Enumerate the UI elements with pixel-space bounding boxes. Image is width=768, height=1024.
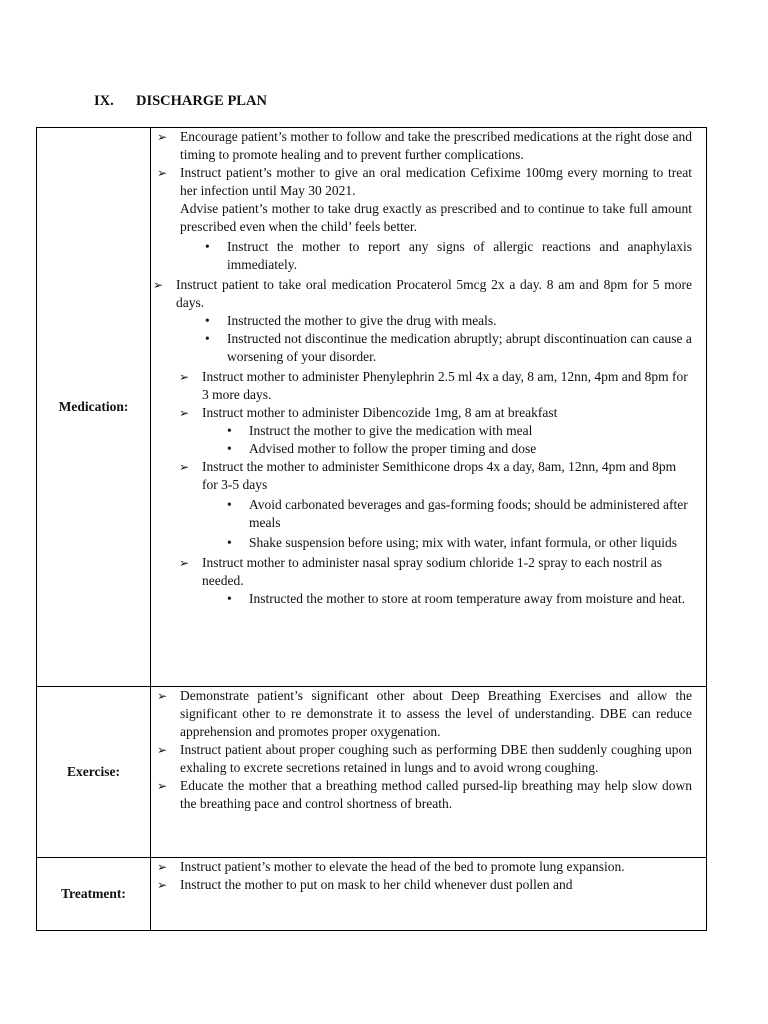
sub-bullet [157, 496, 692, 532]
section-heading [94, 93, 267, 110]
list-item [157, 741, 692, 777]
treatment-label: Treatment: [37, 858, 151, 931]
item-text: Instruct mother to administer nasal spray sodium chloride 1-2 spray to each nostril as needed. [202, 555, 663, 588]
list-item [157, 858, 692, 876]
list-item [157, 687, 692, 741]
bullet-icon: • [227, 535, 232, 550]
sub-bullet [157, 330, 692, 366]
item-text: Instruct patient’s mother to elevate the head of the bed to promote lung expansion. [180, 859, 625, 874]
sub-bullet [157, 440, 692, 458]
discharge-plan-table [36, 127, 707, 931]
list-item [157, 164, 692, 200]
bullet-text: Instructed the mother to give the drug with meals. [227, 313, 497, 328]
treatment-row [37, 858, 707, 931]
arrow-bullet-icon: ➢ [179, 370, 190, 384]
item-text: Encourage patient’s mother to follow and take the prescribed medications at the right dose and timing to promote healing and to prevent further complications. [180, 129, 692, 162]
item-text: Educate the mother that a breathing method called pursed-lip breathing may help slow down the breathing pace and control shortness of breath. [180, 778, 692, 811]
item-text: Instruct patient’s mother to give an oral medication Cefixime 100mg every morning to treat her infection until May 30 2021. [180, 165, 692, 198]
sub-bullet [157, 590, 692, 608]
bullet-text: Advised mother to follow the proper timing and dose [249, 441, 537, 456]
list-item [179, 554, 692, 590]
item-text: Instruct the mother to put on mask to her child whenever dust pollen and [180, 877, 573, 892]
bullet-icon: • [227, 423, 232, 438]
bullet-text: Instruct the mother to report any signs of allergic reactions and anaphylaxis immediately. [227, 239, 692, 272]
sub-bullet [157, 534, 692, 552]
list-item [179, 404, 692, 422]
bullet-text: Avoid carbonated beverages and gas-forming foods; should be administered after meals [249, 497, 688, 530]
bullet-text: Instructed not discontinue the medication abruptly; abrupt discontinuation can cause a worsening of your disorder. [227, 331, 692, 364]
arrow-bullet-icon: ➢ [157, 779, 168, 793]
bullet-icon: • [205, 313, 210, 328]
bullet-icon: • [227, 591, 232, 606]
sub-bullet [157, 238, 692, 274]
sub-bullet [157, 312, 692, 330]
arrow-bullet-icon: ➢ [157, 743, 168, 757]
bullet-icon: • [205, 331, 210, 346]
item-text: Instruct mother to administer Phenylephrin 2.5 ml 4x a day, 8 am, 12nn, 4pm and 8pm for 3 more days. [202, 369, 688, 402]
bullet-icon: • [227, 497, 232, 512]
item-note: Advise patient’s mother to take drug exactly as prescribed and to continue to take full amount prescribed even when the child’ feels better. [180, 201, 692, 234]
medication-row [37, 128, 707, 687]
sub-bullet [157, 422, 692, 440]
exercise-label: Exercise: [37, 687, 151, 858]
list-item [153, 276, 692, 312]
arrow-bullet-icon: ➢ [157, 130, 168, 144]
section-number: IX. [94, 93, 114, 109]
arrow-bullet-icon: ➢ [179, 460, 190, 474]
bullet-text: Instructed the mother to store at room temperature away from moisture and heat. [249, 591, 685, 606]
arrow-bullet-icon: ➢ [153, 278, 164, 292]
list-item [157, 128, 692, 164]
arrow-bullet-icon: ➢ [157, 689, 168, 703]
list-item [179, 368, 692, 404]
medication-content [151, 128, 707, 687]
list-item [179, 458, 692, 494]
list-item [157, 777, 692, 813]
bullet-text: Instruct the mother to give the medication with meal [249, 423, 533, 438]
arrow-bullet-icon: ➢ [179, 406, 190, 420]
item-text: Instruct the mother to administer Semithicone drops 4x a day, 8am, 12nn, 4pm and 8pm for 3-5 days [202, 459, 677, 492]
item-text: Instruct mother to administer Dibencozide 1mg, 8 am at breakfast [202, 405, 558, 420]
exercise-content [151, 687, 707, 858]
arrow-bullet-icon: ➢ [179, 556, 190, 570]
medication-label: Medication: [37, 128, 151, 687]
arrow-bullet-icon: ➢ [157, 860, 168, 874]
bullet-icon: • [227, 441, 232, 456]
item-text: Instruct patient to take oral medication Procaterol 5mcg 2x a day. 8 am and 8pm for 5 more days. [176, 277, 692, 310]
treatment-content [151, 858, 707, 931]
item-text: Demonstrate patient’s significant other about Deep Breathing Exercises and allow the significant other to re demonstrate it to assess the level of understanding. DBE can reduce apprehension and promotes proper oxygenation. [180, 688, 692, 739]
exercise-row [37, 687, 707, 858]
arrow-bullet-icon: ➢ [157, 166, 168, 180]
bullet-icon: • [205, 239, 210, 254]
bullet-text: Shake suspension before using; mix with water, infant formula, or other liquids [249, 535, 678, 550]
arrow-bullet-icon: ➢ [157, 878, 168, 892]
item-text: Instruct patient about proper coughing such as performing DBE then suddenly coughing upon exhaling to excrete secretions retained in lungs and to avoid wrong coughing. [180, 742, 692, 775]
section-title: DISCHARGE PLAN [136, 93, 267, 109]
list-item [157, 876, 692, 894]
